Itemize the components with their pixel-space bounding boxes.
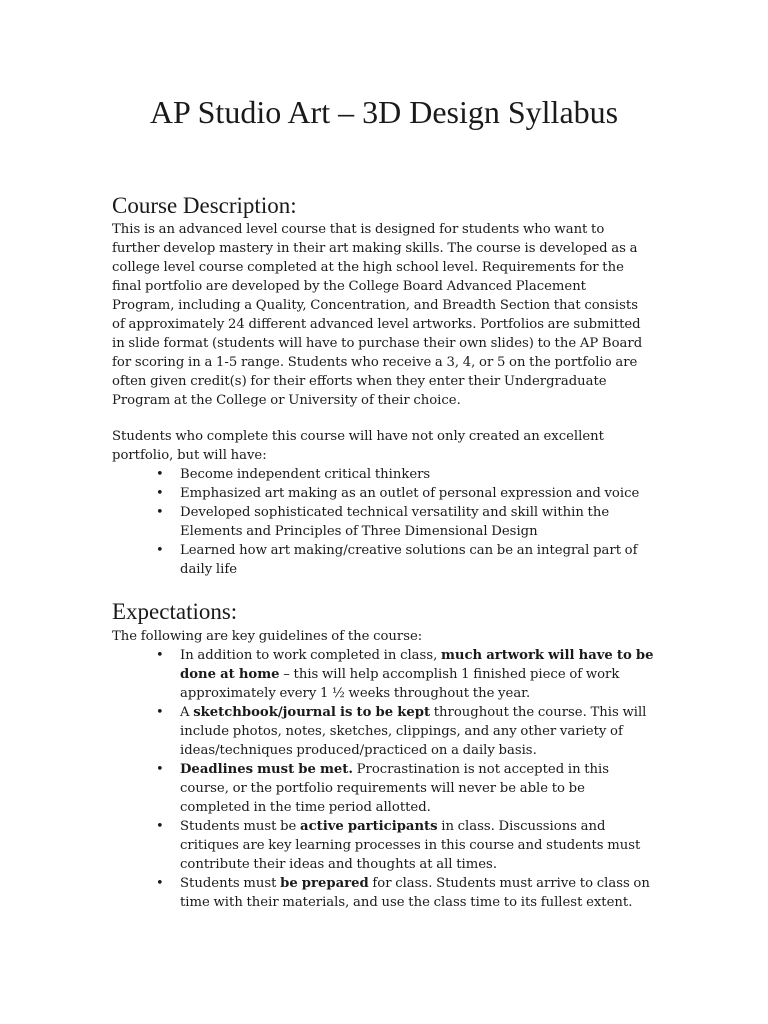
course-description-heading: Course Description: [112,193,297,218]
outcomes-list [152,465,657,579]
bullet-icon: • [156,762,164,777]
item-emphasis: active participants [300,819,438,834]
bullet-icon: • [156,486,164,501]
item-text: Students must [180,876,281,891]
list-item [152,465,657,484]
expectations-heading: Expectations: [112,599,238,624]
item-emphasis: much artwork will have to be done at home [180,648,654,682]
list-item [152,541,657,579]
bullet-icon: • [156,467,164,482]
list-item [152,703,657,760]
item-text: Procrastination is not accepted in this course, or the portfolio requirements will never be able to be completed in the time period allotted. [180,762,610,815]
bullet-icon: • [156,543,164,558]
list-item [152,503,657,541]
item-text: in class. Discussions and critiques are key learning processes in this course and students must contribute their ideas and thoughts at all times. [180,819,641,872]
expectations-intro: The following are key guidelines of the course: [112,629,423,644]
item-text: In addition to work completed in class, [180,648,441,663]
outcomes-intro: Students who complete this course will have not only created an excellent portfolio, but will have: [112,429,604,463]
bullet-icon: • [156,876,164,891]
list-item [152,817,657,874]
course-description-paragraph: This is an advanced level course that is designed for students who want to further develop mastery in their art making skills. The course is developed as a college level course completed at the high school level. Requirements for the final portfolio are developed by the College Board Advanced Placement Program, including a Quality, Concentration, and Breadth Section that consists of approximately 24 different advanced level artworks. Portfolios are submitted in slide format (students will have to purchase their own slides) to the AP Board for scoring in a 1-5 range. Students who receive a 3, 4, or 5 on the portfolio are often given credit(s) for their efforts when they enter their Undergraduate Program at the College or University of their choice. [112,222,643,408]
expectations-list [152,646,657,912]
item-emphasis: sketchbook/journal is to be kept [193,705,431,720]
item-text: A [180,705,194,720]
item-text: Students must be [180,819,301,834]
page-title: AP Studio Art – 3D Design Syllabus [149,94,619,130]
item-text: for class. Students must arrive to class on time with their materials, and use the class time to its fullest extent. [180,876,650,910]
outcome-text: Emphasized art making as an outlet of personal expression and voice [180,486,640,501]
item-text: throughout the course. This will include photos, notes, sketches, clippings, and any other variety of ideas/techniques produced/practiced on a daily basis. [180,705,647,758]
item-emphasis: be prepared [280,876,369,891]
list-item [152,646,657,703]
bullet-icon: • [156,648,164,663]
list-item [152,484,657,503]
bullet-icon: • [156,705,164,720]
bullet-icon: • [156,505,164,520]
list-item [152,760,657,817]
outcome-text: Learned how art making/creative solutions can be an integral part of daily life [180,543,638,577]
bullet-icon: • [156,819,164,834]
list-item [152,874,657,912]
outcome-text: Developed sophisticated technical versatility and skill within the Elements and Principles of Three Dimensional Design [180,505,610,539]
item-text: – this will help accomplish 1 finished piece of work approximately every 1 ½ weeks throughout the year. [180,667,620,701]
outcome-text: Become independent critical thinkers [180,467,431,482]
item-emphasis: Deadlines must be met. [180,762,353,777]
